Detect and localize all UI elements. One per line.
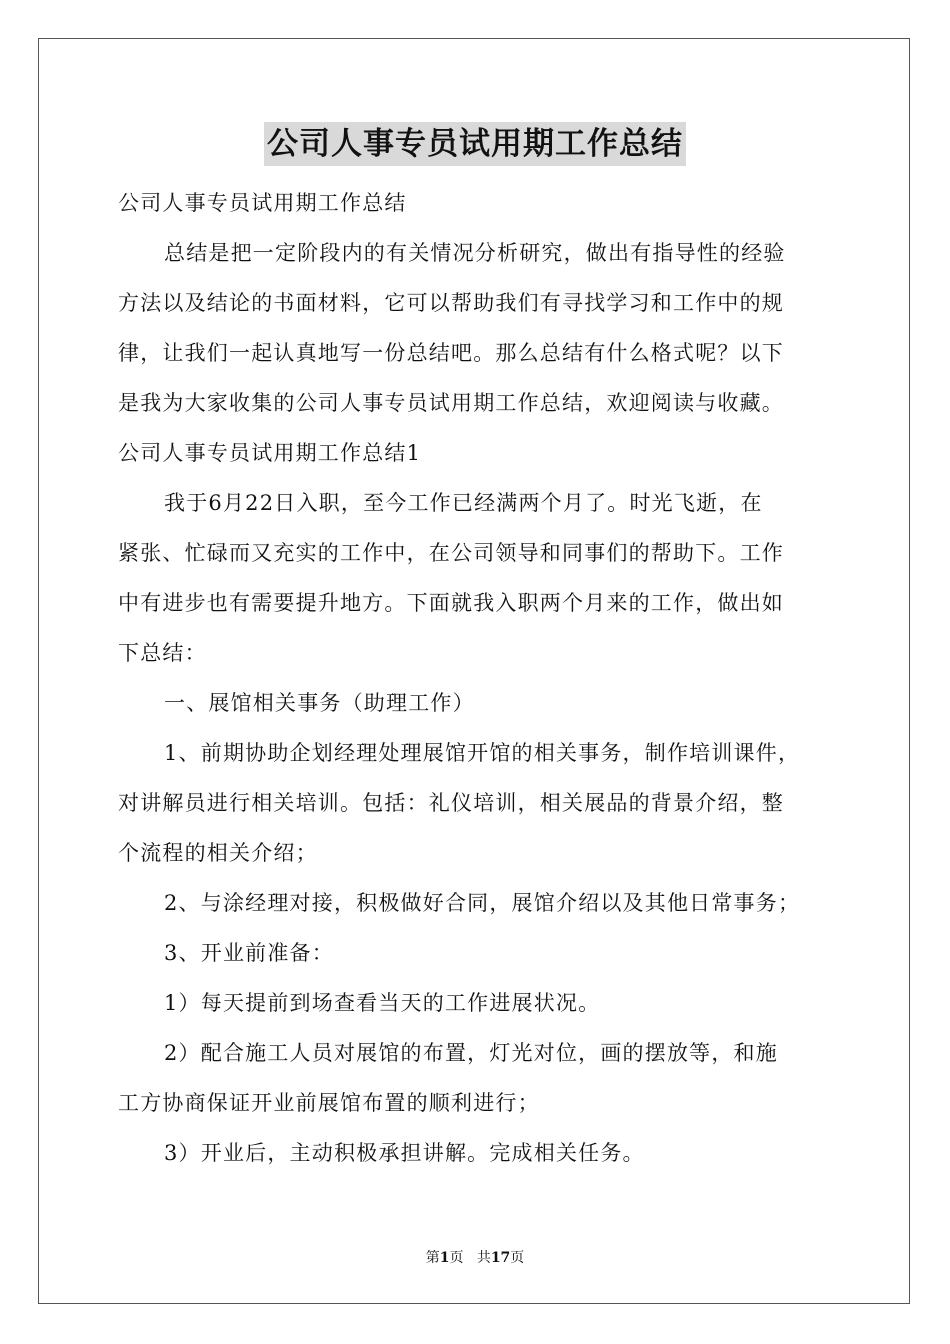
paragraph-line: 方法以及结论的书面材料，它可以帮助我们有寻找学习和工作中的规 bbox=[118, 291, 784, 315]
list-heading: 一、展馆相关事务（助理工作） bbox=[164, 691, 475, 715]
section-heading: 公司人事专员试用期工作总结1 bbox=[118, 441, 422, 465]
title-container bbox=[0, 122, 950, 166]
paragraph-line: 律，让我们一起认真地写一份总结吧。那么总结有什么格式呢？以下 bbox=[118, 341, 784, 365]
page-prefix: 第 bbox=[425, 1250, 440, 1266]
list-item-continued: 对讲解员进行相关培训。包括：礼仪培训，相关展品的背景介绍，整 bbox=[118, 791, 784, 815]
list-item: 2、与涂经理对接，积极做好合同，展馆介绍以及其他日常事务； bbox=[164, 891, 801, 915]
paragraph-line: 下总结： bbox=[118, 641, 207, 665]
paragraph-line: 中有进步也有需要提升地方。下面就我入职两个月来的工作，做出如 bbox=[118, 591, 784, 615]
page-footer bbox=[0, 1250, 950, 1266]
sub-list-item: 2）配合施工人员对展馆的布置，灯光对位，画的摆放等，和施 bbox=[164, 1041, 778, 1065]
paragraph-line: 总结是把一定阶段内的有关情况分析研究，做出有指导性的经验 bbox=[164, 241, 786, 265]
paragraph-line: 是我为大家收集的公司人事专员试用期工作总结，欢迎阅读与收藏。 bbox=[118, 391, 784, 415]
sub-list-item: 1）每天提前到场查看当天的工作进展状况。 bbox=[164, 991, 601, 1015]
sub-list-item-continued: 工方协商保证开业前展馆布置的顺利进行； bbox=[118, 1091, 540, 1115]
total-unit: 页 bbox=[510, 1250, 525, 1266]
document-body bbox=[118, 178, 836, 1178]
list-item: 3、开业前准备： bbox=[164, 941, 334, 965]
total-prefix: 共 bbox=[476, 1250, 491, 1266]
paragraph-line: 我于6月22日入职，至今工作已经满两个月了。时光飞逝，在 bbox=[164, 491, 763, 515]
total-pages: 17 bbox=[490, 1250, 511, 1266]
sub-list-item: 3）开业后，主动积极承担讲解。完成相关任务。 bbox=[164, 1141, 645, 1165]
document-title: 公司人事专员试用期工作总结 bbox=[264, 122, 686, 166]
page-unit: 页 bbox=[449, 1250, 464, 1266]
page-number: 1 bbox=[439, 1250, 450, 1266]
list-item-continued: 个流程的相关介绍； bbox=[118, 841, 318, 865]
paragraph-line: 紧张、忙碌而又充实的工作中，在公司领导和同事们的帮助下。工作 bbox=[118, 541, 784, 565]
subtitle-line: 公司人事专员试用期工作总结 bbox=[118, 191, 407, 215]
list-item: 1、前期协助企划经理处理展馆开馆的相关事务，制作培训课件， bbox=[164, 741, 801, 765]
